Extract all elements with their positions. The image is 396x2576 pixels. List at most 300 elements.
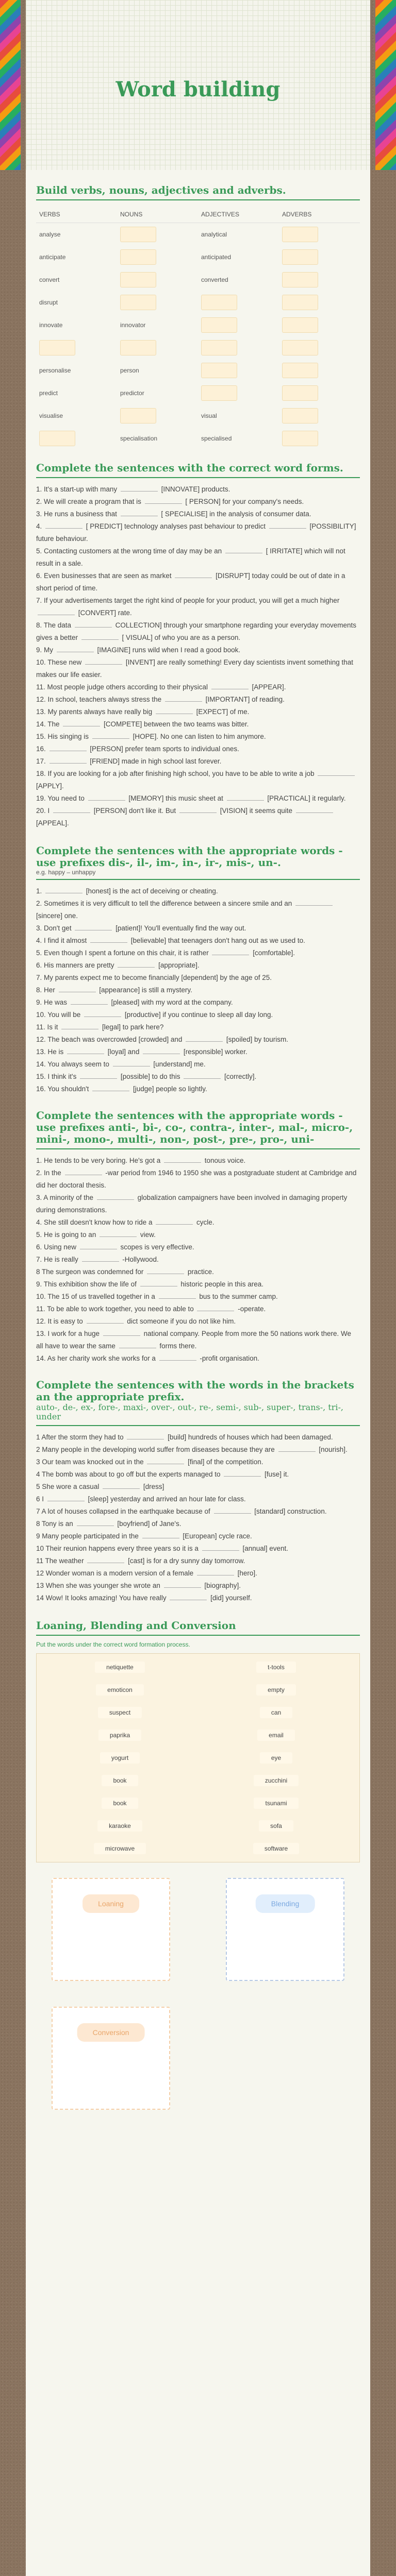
exercise-text: [PERSON] prefer team sports to individual ones.: [88, 745, 239, 753]
answer-box[interactable]: [282, 317, 318, 333]
section-word-forms: [36, 462, 360, 829]
word-chip[interactable]: suspect: [98, 1707, 142, 1718]
exercise-item: [36, 1021, 360, 1033]
table-cell[interactable]: [117, 408, 198, 423]
table-cell[interactable]: [279, 431, 360, 446]
word-bank-cell: [198, 1730, 354, 1741]
exercise-text: 4. I find it almost: [36, 937, 89, 944]
answer-blank[interactable]: [71, 997, 108, 1005]
answer-blank[interactable]: [197, 1568, 234, 1575]
exercise-text: tonous voice.: [202, 1157, 246, 1164]
table-cell[interactable]: [36, 431, 117, 446]
answer-box[interactable]: [201, 317, 237, 333]
exercise-item: [36, 1216, 360, 1229]
section-other-prefixes: [36, 1110, 360, 1365]
word-chip[interactable]: microwave: [94, 1843, 146, 1854]
answer-blank[interactable]: [82, 1255, 119, 1262]
answer-box[interactable]: [282, 272, 318, 287]
answer-blank[interactable]: [77, 1519, 114, 1526]
answer-blank[interactable]: [103, 1329, 140, 1336]
exercise-text: [did] yourself.: [208, 1594, 252, 1602]
word-chip[interactable]: paprika: [98, 1730, 141, 1741]
exercise-text: -operate.: [236, 1305, 266, 1313]
exercise-text: practice.: [186, 1268, 214, 1276]
exercise-text: [European] cycle race.: [180, 1532, 252, 1540]
word-table: [36, 206, 360, 450]
answer-blank[interactable]: [100, 1230, 137, 1237]
section-bracket-prefixes: [36, 1379, 360, 1604]
exercise-text: [VISION] it seems quite: [218, 807, 294, 815]
table-cell[interactable]: [279, 340, 360, 355]
exercise-text: [cast] is for a dry sunny day tomorrow.: [126, 1556, 245, 1565]
answer-blank[interactable]: [90, 936, 127, 943]
exercise-item: [36, 1167, 360, 1192]
answer-box[interactable]: [120, 295, 156, 310]
answer-box[interactable]: [282, 295, 318, 310]
answer-blank[interactable]: [214, 1506, 251, 1514]
word-chip[interactable]: can: [260, 1707, 292, 1718]
answer-blank[interactable]: [87, 1556, 124, 1563]
table-cell[interactable]: [279, 317, 360, 333]
answer-blank[interactable]: [269, 521, 306, 529]
exercise-item: [36, 1155, 360, 1167]
table-cell[interactable]: [36, 340, 117, 355]
exercise-text: [dress]: [141, 1482, 164, 1490]
exercise-text: 9. This exhibition show the life of: [36, 1280, 139, 1288]
exercise-item: [36, 1592, 360, 1604]
answer-blank[interactable]: [164, 1156, 201, 1163]
table-cell: analytical: [201, 231, 227, 238]
answer-blank[interactable]: [81, 633, 119, 640]
table-cell: convert: [39, 276, 60, 283]
exercise-text: 11. To be able to work together, you need to able to: [36, 1305, 196, 1313]
exercise-text: 1. It's a start-up with many: [36, 485, 119, 493]
answer-blank[interactable]: [127, 1432, 164, 1439]
word-chip[interactable]: empty: [256, 1684, 296, 1696]
answer-blank[interactable]: [38, 608, 75, 615]
word-chip[interactable]: yogurt: [100, 1752, 140, 1764]
exercise-text: [final] of the competition.: [186, 1458, 263, 1466]
exercise-text: [believable] that teenagers don't hang out as we used to.: [129, 937, 305, 944]
exercise-text: 14. The: [36, 720, 62, 728]
exercise-list: [36, 885, 360, 1095]
answer-blank[interactable]: [121, 509, 158, 516]
category-label: Loaning: [82, 1894, 139, 1913]
answer-blank[interactable]: [45, 886, 82, 893]
table-cell[interactable]: [279, 295, 360, 310]
table-cell[interactable]: [117, 295, 198, 310]
word-bank-cell: [198, 1843, 354, 1854]
word-bank-cell: [198, 1775, 354, 1786]
answer-blank[interactable]: [67, 1047, 104, 1054]
category-label: Blending: [256, 1894, 315, 1913]
answer-box[interactable]: [282, 249, 318, 265]
answer-blank[interactable]: [53, 806, 90, 813]
answer-blank[interactable]: [318, 769, 355, 776]
answer-blank[interactable]: [85, 657, 122, 665]
word-bank-row: [42, 1701, 354, 1724]
word-chip[interactable]: t-tools: [256, 1662, 296, 1673]
column-header: VERBS: [39, 210, 60, 218]
answer-blank[interactable]: [212, 948, 249, 955]
exercise-text: [comfortable].: [251, 949, 295, 957]
exercise-item: [36, 570, 360, 595]
exercise-text: [INVENT] are really something! Every day scientists invent something that makes our life easier.: [36, 658, 354, 679]
exercise-text: COLLECTION] through your smartphone regarding your everyday movements gives a better: [36, 621, 357, 641]
exercise-item: [36, 496, 360, 508]
exercise-list: [36, 1155, 360, 1365]
answer-box[interactable]: [120, 272, 156, 287]
answer-blank[interactable]: [143, 1047, 180, 1054]
answer-box[interactable]: [201, 363, 237, 378]
answer-blank[interactable]: [278, 1445, 316, 1452]
answer-blank[interactable]: [159, 1353, 196, 1361]
section-subtitle: Put the words under the correct word formation process.: [36, 1640, 190, 1648]
exercise-text: [honest] is the act of deceiving or cheating.: [84, 887, 218, 895]
answer-box[interactable]: [282, 340, 318, 355]
exercise-text: scopes is very effective.: [118, 1243, 194, 1251]
answer-blank[interactable]: [147, 1457, 184, 1464]
word-chip[interactable]: email: [257, 1730, 295, 1741]
exercise-text: 13. He is: [36, 1048, 66, 1056]
category-box-blending[interactable]: [226, 1878, 344, 1981]
answer-blank[interactable]: [80, 1072, 117, 1079]
exercise-text: [standard] construction.: [252, 1507, 327, 1515]
word-bank-row: [42, 1815, 354, 1837]
exercise-text: [ IRRITATE] which will not result in a sale.: [36, 547, 345, 567]
exercise-text: 6. His manners are pretty: [36, 961, 117, 969]
answer-box[interactable]: [120, 340, 156, 355]
answer-blank[interactable]: [175, 571, 212, 578]
answer-blank[interactable]: [186, 1035, 223, 1042]
answer-blank[interactable]: [156, 1217, 193, 1225]
exercise-item: [36, 1431, 360, 1444]
exercise-text: 2 Many people in the developing world suffer from diseases because they are: [36, 1445, 277, 1453]
word-bank-cell: [198, 1707, 354, 1718]
page-title: Word building: [116, 77, 280, 101]
exercise-text: 5 She wore a casual: [36, 1482, 102, 1490]
table-cell[interactable]: [117, 340, 198, 355]
answer-box[interactable]: [282, 227, 318, 242]
answer-box[interactable]: [120, 227, 156, 242]
section-heading: Complete the sentences with the correct word forms.: [36, 462, 343, 474]
word-chip[interactable]: netiquette: [95, 1662, 145, 1673]
exercise-text: 11 The weather: [36, 1556, 86, 1565]
exercise-text: -war period from 1946 to 1950 she was a postgraduate student at Cambridge and did her doctoral thesis.: [36, 1169, 357, 1189]
exercise-text: globalization campaigners have been involved in damaging property during demonstrations.: [36, 1194, 348, 1214]
answer-blank[interactable]: [140, 1279, 177, 1286]
exercise-text: [productive] if you continue to sleep all day long.: [123, 1011, 273, 1019]
divider: [36, 1635, 360, 1636]
answer-blank[interactable]: [170, 1593, 207, 1600]
table-cell[interactable]: [198, 385, 279, 401]
table-cell[interactable]: [279, 249, 360, 265]
answer-box[interactable]: [39, 431, 75, 446]
answer-blank[interactable]: [156, 707, 193, 714]
answer-box[interactable]: [39, 340, 75, 355]
header: [26, 0, 370, 170]
exercise-text: [HOPE]. No one can listen to him anymore.: [130, 733, 266, 740]
exercise-text: bus to the summer camp.: [197, 1293, 278, 1300]
exercise-item: [36, 520, 360, 545]
exercise-text: 12. It is easy to: [36, 1317, 85, 1325]
answer-box[interactable]: [282, 385, 318, 401]
exercise-text: [judge] people so lightly.: [131, 1085, 207, 1093]
exercise-item: [36, 656, 360, 681]
word-chip[interactable]: software: [253, 1843, 299, 1854]
answer-blank[interactable]: [61, 1022, 98, 1029]
word-bank-cell: [42, 1707, 198, 1718]
answer-blank[interactable]: [75, 923, 112, 930]
category-area: [36, 1873, 360, 2161]
answer-blank[interactable]: [59, 985, 96, 992]
exercise-item: [36, 644, 360, 656]
exercise-text: [COMPETE] between the two teams was bitter.: [102, 720, 249, 728]
answer-blank[interactable]: [63, 719, 100, 726]
word-chip[interactable]: tsunami: [254, 1798, 298, 1809]
divider: [36, 879, 360, 880]
exercise-text: 8 Tony is an: [36, 1519, 75, 1528]
exercise-text: 1.: [36, 887, 44, 895]
word-chip[interactable]: sofa: [259, 1820, 293, 1832]
category-box-conversion[interactable]: [52, 2007, 170, 2110]
answer-box[interactable]: [120, 249, 156, 265]
exercise-text: 9. My: [36, 646, 55, 654]
table-cell: visualise: [39, 412, 63, 419]
answer-blank[interactable]: [50, 744, 87, 751]
table-cell[interactable]: [117, 272, 198, 287]
answer-blank[interactable]: [113, 1059, 150, 1066]
exercise-text: 7. He is really: [36, 1256, 80, 1263]
answer-blank[interactable]: [50, 756, 87, 764]
answer-box[interactable]: [120, 408, 156, 423]
exercise-text: 11. Most people judge others according to their physical: [36, 683, 210, 691]
category-box-loaning[interactable]: [52, 1878, 170, 1981]
table-cell: specialised: [201, 435, 232, 442]
exercise-item: [36, 1456, 360, 1468]
exercise-text: 11. Is it: [36, 1023, 60, 1031]
exercise-text: dict someone if you do not like him.: [125, 1317, 236, 1325]
exercise-text: [APPEAR].: [250, 683, 286, 691]
answer-blank[interactable]: [88, 793, 125, 801]
exercise-text: 13. My parents always have really big: [36, 708, 154, 716]
table-cell[interactable]: [279, 272, 360, 287]
answer-blank[interactable]: [119, 1341, 156, 1348]
answer-blank[interactable]: [145, 497, 182, 504]
word-chip[interactable]: book: [102, 1798, 138, 1809]
exercise-text: [APPLY].: [36, 782, 64, 790]
exercise-text: 5. Even though I spent a fortune on this chair, it is rather: [36, 949, 211, 957]
exercise-text: 12 Wonder woman is a modern version of a female: [36, 1569, 195, 1577]
exercise-item: [36, 743, 360, 755]
exercise-item: [36, 595, 360, 619]
exercise-item: [36, 545, 360, 570]
prefix-list: auto-, de-, ex-, fore-, maxi-, over-, out-, re-, semi-, sub-, super-, trans-, tri-, under: [36, 1402, 343, 1422]
table-cell: person: [120, 367, 139, 374]
answer-blank[interactable]: [97, 1193, 134, 1200]
exercise-item: [36, 792, 360, 805]
exercise-item: [36, 1328, 360, 1352]
exercise-item: [36, 959, 360, 972]
answer-blank[interactable]: [225, 546, 262, 553]
exercise-item: [36, 947, 360, 959]
exercise-text: 10 Their reunion happens every three years so it is a: [36, 1544, 201, 1552]
exercise-text: 7. If your advertisements target the right kind of people for your product, you will get a much higher: [36, 597, 340, 604]
answer-blank[interactable]: [197, 1304, 234, 1311]
word-bank-row: [42, 1724, 354, 1747]
answer-blank[interactable]: [57, 645, 94, 652]
table-cell[interactable]: [279, 408, 360, 423]
answer-blank[interactable]: [80, 1242, 117, 1249]
answer-blank[interactable]: [84, 1010, 121, 1017]
exercise-text: [patient]! You'll eventually find the way out.: [113, 924, 246, 932]
exercise-item: [36, 1009, 360, 1021]
section-heading: Complete the sentences with the appropriate words - use prefixes dis-, il-, im-, in-, ir-, mis-, un-.: [36, 844, 343, 869]
table-cell[interactable]: [279, 363, 360, 378]
table-cell[interactable]: [117, 249, 198, 265]
exercise-text: [appearance] is still a mystery.: [97, 986, 192, 994]
word-bank-row: [42, 1769, 354, 1792]
exercise-text: [annual] event.: [240, 1544, 289, 1552]
exercise-text: 2. We will create a program that is: [36, 498, 143, 505]
answer-blank[interactable]: [211, 682, 249, 689]
answer-blank[interactable]: [296, 806, 333, 813]
section-negative-prefixes: [36, 845, 360, 1095]
answer-box[interactable]: [201, 385, 237, 401]
answer-blank[interactable]: [92, 1084, 129, 1091]
table-cell[interactable]: [198, 317, 279, 333]
exercise-item: [36, 1291, 360, 1303]
exercise-text: 15. I think it's: [36, 1073, 79, 1080]
answer-blank[interactable]: [92, 732, 129, 739]
answer-box[interactable]: [201, 340, 237, 355]
exercise-item: [36, 706, 360, 718]
answer-blank[interactable]: [295, 899, 333, 906]
exercise-text: [boyfriend] of Jane's.: [115, 1519, 182, 1528]
exercise-text: [DISRUPT] today could be out of date in a short period of time.: [36, 572, 345, 592]
answer-blank[interactable]: [165, 694, 202, 702]
exercise-item: [36, 1266, 360, 1278]
word-chip[interactable]: eye: [260, 1752, 292, 1764]
answer-blank[interactable]: [121, 484, 158, 492]
table-cell[interactable]: [198, 340, 279, 355]
exercise-item: [36, 1580, 360, 1592]
word-bank-row: [42, 1656, 354, 1679]
exercise-item: [36, 1303, 360, 1315]
exercise-item: [36, 1481, 360, 1493]
exercise-item: [36, 935, 360, 947]
answer-box[interactable]: [282, 408, 318, 423]
answer-blank[interactable]: [103, 1482, 140, 1489]
word-bank-cell: [198, 1752, 354, 1764]
answer-blank[interactable]: [75, 620, 112, 628]
answer-blank[interactable]: [87, 1316, 124, 1324]
answer-blank[interactable]: [147, 1267, 184, 1274]
table-row: [36, 246, 360, 268]
exercise-item: [36, 1229, 360, 1241]
exercise-item: [36, 885, 360, 897]
exercise-text: 7 A lot of houses collapsed in the earthquake because of: [36, 1507, 212, 1515]
word-bank-cell: [198, 1684, 354, 1696]
answer-blank[interactable]: [118, 960, 155, 968]
word-chip[interactable]: karaoke: [97, 1820, 142, 1832]
exercise-item: [36, 1033, 360, 1046]
answer-blank[interactable]: [184, 1072, 221, 1079]
exercise-text: 14. You always seem to: [36, 1060, 111, 1068]
exercise-text: view.: [138, 1231, 156, 1239]
exercise-item: [36, 681, 360, 693]
exercise-list: [36, 483, 360, 829]
answer-blank[interactable]: [164, 1581, 201, 1588]
exercise-text: [spoiled] by tourism.: [224, 1036, 288, 1043]
table-cell: converted: [201, 276, 228, 283]
table-cell[interactable]: [279, 385, 360, 401]
table-row: [36, 404, 360, 427]
answer-blank[interactable]: [65, 1168, 102, 1175]
exercise-text: 4 The bomb was about to go off but the experts managed to: [36, 1470, 223, 1478]
table-cell[interactable]: [198, 295, 279, 310]
table-cell: innovate: [39, 321, 63, 329]
exercise-text: 8. The data: [36, 621, 73, 629]
answer-blank[interactable]: [142, 1531, 179, 1538]
exercise-item: [36, 718, 360, 731]
table-cell[interactable]: [117, 227, 198, 242]
table-row: [36, 359, 360, 382]
answer-blank[interactable]: [45, 521, 82, 529]
exercise-text: 4. She still doesn't know how to ride a: [36, 1218, 155, 1226]
exercise-item: [36, 483, 360, 496]
table-cell: personalise: [39, 367, 71, 374]
exercise-text: 8 The surgeon was condemned for: [36, 1268, 146, 1276]
exercise-text: [CONVERT] rate.: [76, 609, 132, 617]
word-chip[interactable]: emoticon: [96, 1684, 144, 1696]
table-cell[interactable]: [279, 227, 360, 242]
answer-box[interactable]: [282, 363, 318, 378]
exercise-text: 16. You shouldn't: [36, 1085, 91, 1093]
table-cell: specialisation: [120, 435, 158, 442]
word-chip[interactable]: zucchini: [254, 1775, 299, 1786]
word-chip[interactable]: book: [102, 1775, 138, 1786]
word-bank-cell: [42, 1662, 198, 1673]
exercise-text: 14 Wow! It looks amazing! You have really: [36, 1594, 169, 1602]
column-header: NOUNS: [120, 210, 143, 218]
answer-box[interactable]: [201, 295, 237, 310]
word-bank-cell: [42, 1820, 198, 1832]
answer-blank[interactable]: [159, 1292, 196, 1299]
exercise-text: [possible] to do this: [119, 1073, 183, 1080]
exercise-item: [36, 1192, 360, 1216]
exercise-item: [36, 972, 360, 984]
word-bank-cell: [198, 1662, 354, 1673]
exercise-text: 9. He was: [36, 998, 69, 1006]
answer-blank[interactable]: [202, 1544, 239, 1551]
answer-blank[interactable]: [47, 1494, 85, 1501]
word-bank-row: [42, 1679, 354, 1701]
answer-blank[interactable]: [224, 1469, 261, 1477]
exercise-text: [biography].: [202, 1581, 241, 1589]
section-word-formation: [36, 1620, 360, 2161]
table-cell: analyse: [39, 231, 61, 238]
table-cell: anticipated: [201, 253, 232, 261]
table-cell: predict: [39, 389, 58, 397]
exercise-text: 7. My parents expect me to become financially [dependent] by the age of 25.: [36, 974, 272, 981]
answer-blank[interactable]: [179, 806, 217, 813]
answer-box[interactable]: [282, 431, 318, 446]
exercise-text: [FRIEND] made in high school last forever.: [88, 757, 222, 765]
answer-blank[interactable]: [227, 793, 264, 801]
table-cell[interactable]: [198, 363, 279, 378]
exercise-text: [ VISUAL] of who you are as a person.: [120, 634, 241, 641]
